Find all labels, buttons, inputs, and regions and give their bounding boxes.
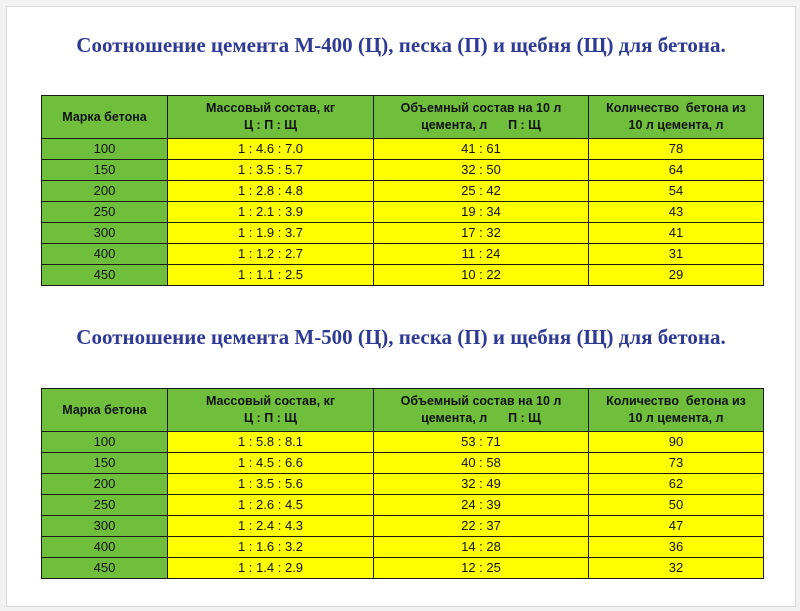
- quantity-cell: 36: [589, 537, 764, 558]
- mass-cell: 1 : 4.6 : 7.0: [168, 139, 374, 160]
- volume-cell: 17 : 32: [374, 223, 589, 244]
- table-row: [42, 244, 764, 265]
- quantity-cell: 47: [589, 516, 764, 537]
- quantity-cell: 54: [589, 181, 764, 202]
- table-row: [42, 537, 764, 558]
- volume-cell: 24 : 39: [374, 495, 589, 516]
- grade-cell: 200: [42, 474, 168, 495]
- table-row: [42, 558, 764, 579]
- grade-cell: 200: [42, 181, 168, 202]
- grade-cell: 450: [42, 265, 168, 286]
- grade-cell: 450: [42, 558, 168, 579]
- grade-cell: 250: [42, 202, 168, 223]
- volume-cell: 32 : 50: [374, 160, 589, 181]
- volume-cell: 40 : 58: [374, 453, 589, 474]
- volume-cell: 19 : 34: [374, 202, 589, 223]
- mass-cell: 1 : 1.9 : 3.7: [168, 223, 374, 244]
- grade-cell: 250: [42, 495, 168, 516]
- header-volume-composition: Объемный состав на 10 л цемента, л П : Щ: [374, 389, 589, 432]
- header-concrete-quantity: Количество бетона из 10 л цемента, л: [589, 96, 764, 139]
- volume-cell: 32 : 49: [374, 474, 589, 495]
- table-header-row: [42, 96, 764, 139]
- header-grade: Марка бетона: [42, 389, 168, 432]
- quantity-cell: 32: [589, 558, 764, 579]
- volume-cell: 22 : 37: [374, 516, 589, 537]
- table-row: [42, 516, 764, 537]
- quantity-cell: 90: [589, 432, 764, 453]
- quantity-cell: 43: [589, 202, 764, 223]
- volume-cell: 41 : 61: [374, 139, 589, 160]
- mass-cell: 1 : 1.2 : 2.7: [168, 244, 374, 265]
- table-row: [42, 160, 764, 181]
- quantity-cell: 50: [589, 495, 764, 516]
- header-volume-composition: Объемный состав на 10 л цемента, л П : Щ: [374, 96, 589, 139]
- grade-cell: 150: [42, 160, 168, 181]
- mass-cell: 1 : 5.8 : 8.1: [168, 432, 374, 453]
- quantity-cell: 41: [589, 223, 764, 244]
- volume-cell: 12 : 25: [374, 558, 589, 579]
- mass-cell: 1 : 2.1 : 3.9: [168, 202, 374, 223]
- mass-cell: 1 : 3.5 : 5.7: [168, 160, 374, 181]
- table-row: [42, 181, 764, 202]
- mass-cell: 1 : 2.8 : 4.8: [168, 181, 374, 202]
- quantity-cell: 62: [589, 474, 764, 495]
- document-page: [6, 6, 796, 607]
- table-row: [42, 223, 764, 244]
- volume-cell: 25 : 42: [374, 181, 589, 202]
- mass-cell: 1 : 1.1 : 2.5: [168, 265, 374, 286]
- table-row: [42, 202, 764, 223]
- table-row: [42, 139, 764, 160]
- grade-cell: 300: [42, 516, 168, 537]
- section-title-m500: Соотношение цемента М-500 (Ц), песка (П) и щебня (Щ) для бетона.: [76, 325, 726, 349]
- table-row: [42, 432, 764, 453]
- header-concrete-quantity: Количество бетона из 10 л цемента, л: [589, 389, 764, 432]
- grade-cell: 100: [42, 139, 168, 160]
- mass-cell: 1 : 2.4 : 4.3: [168, 516, 374, 537]
- volume-cell: 53 : 71: [374, 432, 589, 453]
- grade-cell: 100: [42, 432, 168, 453]
- quantity-cell: 29: [589, 265, 764, 286]
- grade-cell: 400: [42, 537, 168, 558]
- mass-cell: 1 : 1.6 : 3.2: [168, 537, 374, 558]
- quantity-cell: 64: [589, 160, 764, 181]
- table-row: [42, 453, 764, 474]
- table-row: [42, 495, 764, 516]
- section-title-m400: Соотношение цемента М-400 (Ц), песка (П) и щебня (Щ) для бетона.: [76, 33, 726, 57]
- mass-cell: 1 : 2.6 : 4.5: [168, 495, 374, 516]
- grade-cell: 400: [42, 244, 168, 265]
- table-row: [42, 265, 764, 286]
- grade-cell: 300: [42, 223, 168, 244]
- ratio-table-m500: [41, 388, 764, 579]
- ratio-table-m400: [41, 95, 764, 286]
- table-header-row: [42, 389, 764, 432]
- mass-cell: 1 : 1.4 : 2.9: [168, 558, 374, 579]
- mass-cell: 1 : 3.5 : 5.6: [168, 474, 374, 495]
- header-grade: Марка бетона: [42, 96, 168, 139]
- quantity-cell: 73: [589, 453, 764, 474]
- mass-cell: 1 : 4.5 : 6.6: [168, 453, 374, 474]
- quantity-cell: 31: [589, 244, 764, 265]
- volume-cell: 11 : 24: [374, 244, 589, 265]
- grade-cell: 150: [42, 453, 168, 474]
- quantity-cell: 78: [589, 139, 764, 160]
- header-mass-composition: Массовый состав, кг Ц : П : Щ: [168, 96, 374, 139]
- volume-cell: 10 : 22: [374, 265, 589, 286]
- header-mass-composition: Массовый состав, кг Ц : П : Щ: [168, 389, 374, 432]
- volume-cell: 14 : 28: [374, 537, 589, 558]
- table-row: [42, 474, 764, 495]
